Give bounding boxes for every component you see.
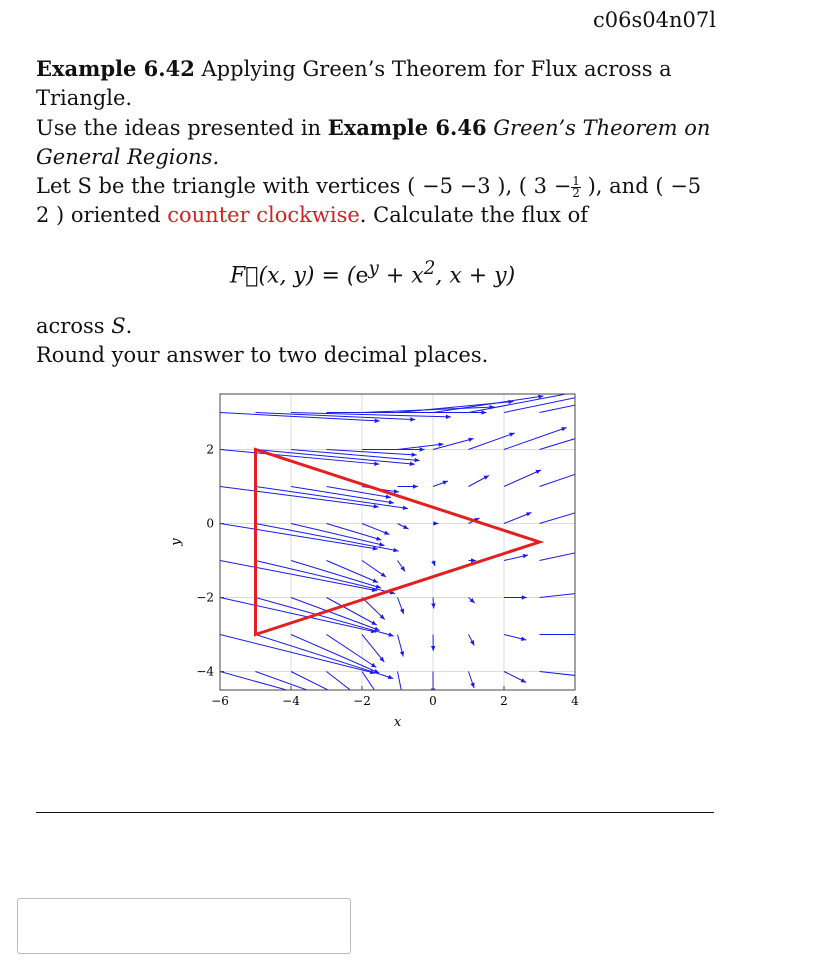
- across-line: across S.: [36, 314, 133, 338]
- separator-line: [36, 812, 714, 813]
- field-arrow: [540, 464, 601, 486]
- field-arrow: [398, 635, 405, 657]
- field-arrow: [398, 598, 405, 615]
- field-arrow: [220, 487, 379, 509]
- y-tick-label: −4: [196, 664, 214, 679]
- field-arrow: [504, 470, 541, 487]
- field-arrow: [504, 554, 528, 561]
- field-arrow: [398, 672, 405, 700]
- y-tick-label: 0: [206, 516, 214, 531]
- fraction-one-half: $\frac{1}{2}$: [572, 174, 580, 200]
- field-arrow: [220, 635, 375, 675]
- example-title: Example 6.42 Applying Green’s Theorem for Flux across a Triangle.: [36, 56, 672, 110]
- field-arrow: [220, 524, 378, 551]
- field-arrow: [575, 627, 600, 634]
- field-arrow: [540, 421, 601, 449]
- field-arrow: [575, 501, 600, 524]
- field-arrow: [504, 427, 567, 449]
- field-arrow: [362, 447, 425, 451]
- field-arrow: [504, 672, 526, 683]
- field-arrow: [540, 380, 601, 413]
- field-arrow: [362, 561, 386, 578]
- field-arrow: [469, 672, 475, 689]
- field-arrow: [540, 632, 590, 636]
- vector-field-plot: [160, 380, 600, 740]
- problem-id: c06s04n07l: [593, 8, 716, 32]
- rounding-instruction: Round your answer to two decimal places.: [36, 343, 489, 367]
- field-arrow: [220, 561, 377, 592]
- field-arrow: [575, 669, 600, 673]
- field-arrow: [469, 476, 489, 487]
- field-arrow: [398, 400, 514, 413]
- field-arrow: [398, 524, 409, 530]
- field-arrow: [256, 635, 394, 680]
- field-arrow: [431, 598, 435, 609]
- field-arrow: [433, 521, 439, 525]
- region-triangle: [256, 450, 540, 635]
- field-arrow: [433, 481, 448, 487]
- answer-input[interactable]: [17, 898, 351, 954]
- field-arrow: [504, 384, 600, 413]
- y-tick-label: 2: [206, 442, 214, 457]
- triangle-definition: Let S be the triangle with vertices ( −5 −3 ), ( 3 − $\frac{1}{2}$ ), and ( −5 2 ) oriented counter clockwise. Calculate the flux of: [36, 174, 702, 227]
- x-tick-label: 0: [429, 694, 437, 708]
- field-arrow: [540, 506, 595, 523]
- field-arrow: [504, 512, 532, 523]
- problem-statement: [36, 54, 716, 230]
- x-tick-label: 2: [500, 694, 508, 708]
- field-arrow: [398, 484, 418, 488]
- y-tick-label: −2: [196, 590, 214, 605]
- plot-frame: [220, 394, 575, 690]
- field-arrow: [469, 635, 475, 646]
- x-tick-label: −4: [282, 694, 300, 708]
- x-axis-label: x: [393, 715, 402, 730]
- field-arrow: [575, 585, 600, 598]
- field-arrow: [540, 672, 590, 679]
- field-arrow: [575, 458, 600, 486]
- field-arrow: [469, 598, 475, 604]
- field-arrow: [540, 548, 592, 560]
- field-arrow: [362, 524, 390, 535]
- field-arrow: [504, 635, 526, 641]
- field-arrow: [362, 598, 385, 620]
- field-arrow: [575, 381, 600, 413]
- x-tick-label: 4: [571, 694, 579, 708]
- field-arrow: [469, 389, 585, 412]
- orientation-text: counter clockwise: [167, 203, 360, 227]
- vector-field-formula: F⃗(x, $y) = (e^y + x^2$, x + y): [230, 258, 516, 289]
- reference-line: Use the ideas presented in Example 6.46 Green’s Theorem on General Regions.: [36, 115, 711, 169]
- field-arrow: [256, 672, 394, 722]
- x-tick-label: −6: [211, 694, 229, 708]
- field-arrow: [504, 595, 527, 599]
- x-tick-label: −2: [353, 694, 371, 708]
- field-arrow: [362, 635, 384, 663]
- field-arrow: [469, 433, 515, 450]
- y-axis-label: y: [169, 538, 184, 546]
- field-arrow: [575, 543, 600, 561]
- field-arrow: [431, 635, 435, 652]
- field-arrow: [575, 416, 600, 450]
- field-arrow: [540, 590, 590, 597]
- field-arrow: [398, 561, 406, 572]
